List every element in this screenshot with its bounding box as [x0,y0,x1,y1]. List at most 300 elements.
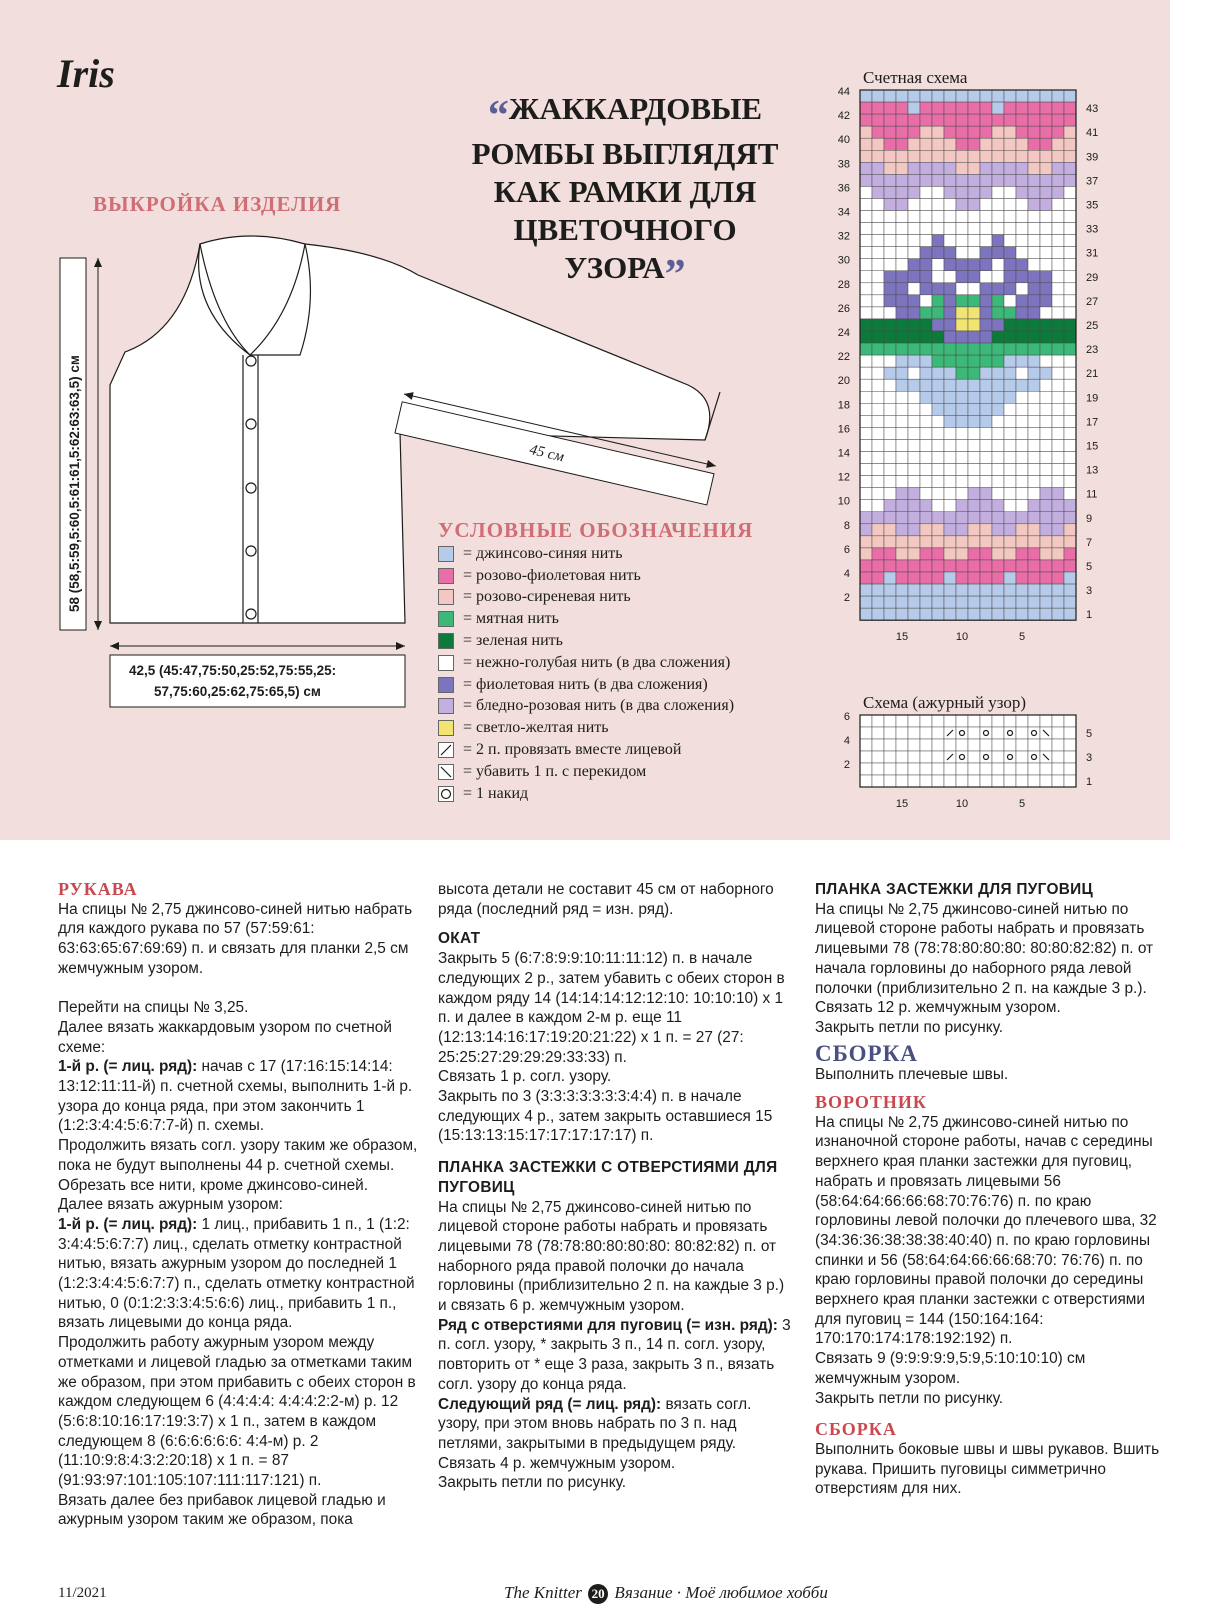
chart-cell [920,223,932,235]
chart-cell [860,572,872,584]
legend-swatch [438,568,454,584]
chart-cell [920,584,932,596]
lace-cell [860,715,872,727]
chart-cell [872,596,884,608]
chart-cell [872,331,884,343]
lace-cell [956,775,968,787]
lace-cell [932,715,944,727]
chart-cell [1004,259,1016,271]
chart-cell [944,452,956,464]
lace-cell [980,727,992,739]
legend-swatch [438,589,454,605]
chart-cell [992,174,1004,186]
chart-cell [992,331,1004,343]
chart-cell [908,596,920,608]
chart-cell [1016,186,1028,198]
chart-cell [860,307,872,319]
chart-cell [932,162,944,174]
lace-cell [860,775,872,787]
chart-cell [1040,343,1052,355]
chart-cell [1016,391,1028,403]
chart-cell [944,500,956,512]
chart-cell [860,524,872,536]
lace-cell [872,775,884,787]
chart-cell [1040,235,1052,247]
chart-cell [956,452,968,464]
chart-cell [908,572,920,584]
chart-cell [956,584,968,596]
chart-cell [860,391,872,403]
chart-cell [944,126,956,138]
chart-cell [860,476,872,488]
chart-cell [860,174,872,186]
chart-cell [920,235,932,247]
lace-row-number: 1 [1086,776,1093,788]
chart-cell [980,584,992,596]
chart-cell [1040,464,1052,476]
chart-cell [908,415,920,427]
chart-cell [896,584,908,596]
chart-cell [1040,596,1052,608]
legend-label: = розово-фиолетовая нить [463,566,641,584]
chart-cell [980,271,992,283]
chart-cell [956,247,968,259]
chart-cell [1004,114,1016,126]
chart-cell [1052,102,1064,114]
chart-cell [1040,211,1052,223]
chart-cell [944,295,956,307]
chart-cell [956,138,968,150]
chart-cell [980,235,992,247]
chart-cell [992,512,1004,524]
chart-cell [1040,452,1052,464]
chart-cell [896,524,908,536]
lace-cell [992,727,1004,739]
legend-swatch [438,655,454,671]
chart-cell [896,355,908,367]
chart-cell [1004,464,1016,476]
chart-row-number: 12 [837,471,850,484]
chart-cell [1052,379,1064,391]
lace-cell [920,775,932,787]
chart-cell [908,464,920,476]
chart-cell [956,391,968,403]
chart-cell [980,536,992,548]
chart-cell [932,114,944,126]
chart-cell [992,476,1004,488]
lace-cell [896,715,908,727]
chart-row-number: 17 [1086,416,1099,429]
chart-cell [1016,198,1028,210]
chart-cell [956,608,968,620]
chart-cell [1028,488,1040,500]
chart-cell [920,427,932,439]
lace-row-number: 3 [1086,752,1093,764]
chart-cell [992,439,1004,451]
lace-cell [1016,727,1028,739]
chart-cell [956,331,968,343]
chart-cell [860,102,872,114]
chart-cell [860,319,872,331]
chart-cell [920,403,932,415]
chart-cell [860,283,872,295]
chart-cell [1052,331,1064,343]
chart-cell [884,500,896,512]
chart-cell [908,488,920,500]
chart-row-number: 9 [1086,512,1093,525]
chart-cell [1040,102,1052,114]
lace-cell [860,739,872,751]
chart-cell [1004,174,1016,186]
height-label: 58 (58,5:59,5:60,5:61:61,5:62:63:63,5) см [67,355,82,612]
chart-cell [968,319,980,331]
chart-cell [944,138,956,150]
chart-cell [920,572,932,584]
chart-cell [932,572,944,584]
chart-cell [896,295,908,307]
chart-cell [980,548,992,560]
chart-cell [956,500,968,512]
chart-cell [884,488,896,500]
legend-title: УСЛОВНЫЕ ОБОЗНАЧЕНИЯ [438,518,754,542]
chart-cell [896,464,908,476]
chart-cell [1052,90,1064,102]
chart-cell [1016,524,1028,536]
row-label: 1-й р. (= лиц. ряд): [58,1058,198,1076]
chart-cell [956,162,968,174]
chart-cell [1004,560,1016,572]
lace-cell [1004,727,1016,739]
chart-cell [1040,295,1052,307]
chart-cell [992,427,1004,439]
chart-cell [896,186,908,198]
legend-label: = джинсово-синяя нить [463,544,623,562]
chart-cell [956,572,968,584]
chart-cell [860,608,872,620]
lace-cell [968,727,980,739]
chart-cell [896,427,908,439]
chart-cell [968,391,980,403]
chart-cell [1040,150,1052,162]
chart-row-number: 18 [837,399,850,412]
lace-cell [896,751,908,763]
chart-cell [860,512,872,524]
chart-row-number: 27 [1086,295,1099,308]
lace-cell [1028,727,1040,739]
chart-row-number: 30 [837,254,850,267]
chart-cell [956,174,968,186]
chart-row-number: 25 [1086,319,1099,332]
legend-swatch [438,546,454,562]
chart-cell [884,343,896,355]
chart-cell [968,427,980,439]
chart-cell [1004,138,1016,150]
chart-cell [860,331,872,343]
chart-cell [992,500,1004,512]
chart-cell [1004,367,1016,379]
chart-cell [920,295,932,307]
chart-row-number: 21 [1086,368,1099,381]
chart-cell [968,186,980,198]
chart-cell [860,295,872,307]
chart-cell [956,307,968,319]
button-icon [246,419,256,429]
chart-cell [1040,271,1052,283]
chart-cell [1040,403,1052,415]
chart-cell [1052,415,1064,427]
chart-cell [860,211,872,223]
chart-cell [908,138,920,150]
chart-cell [980,102,992,114]
chart-cell [1016,500,1028,512]
chart-cell [956,186,968,198]
lace-chart [835,711,1165,815]
paragraph: Закрыть петли по рисунку. [815,1389,1004,1407]
chart-cell [1052,391,1064,403]
chart-cell [1064,295,1076,307]
chart-cell [1064,439,1076,451]
chart-cell [872,150,884,162]
lace-cell [992,763,1004,775]
chart-cell [1052,307,1064,319]
column-cap-band [438,880,795,1493]
chart-cell [968,452,980,464]
chart-cell [884,138,896,150]
chart-cell [896,198,908,210]
chart-cell [968,150,980,162]
chart-cell [908,150,920,162]
chart-cell [908,379,920,391]
chart-cell [1064,452,1076,464]
chart-cell [968,584,980,596]
lace-cell [860,763,872,775]
lace-cell [968,739,980,751]
chart-cell [956,548,968,560]
chart-cell [1028,198,1040,210]
chart-cell [992,114,1004,126]
chart-cell [944,560,956,572]
chart-cell [968,536,980,548]
pattern-diagram-title: ВЫКРОЙКА ИЗДЕЛИЯ [93,192,342,216]
chart-cell [980,198,992,210]
chart-cell [932,560,944,572]
chart-cell [908,391,920,403]
chart-cell [1040,536,1052,548]
chart-cell [860,271,872,283]
chart-cell [1016,512,1028,524]
lace-cell [956,763,968,775]
chart-cell [1004,247,1016,259]
chart-cell [956,90,968,102]
chart-cell [1016,319,1028,331]
row-label: 1-й р. (= лиц. ряд): [58,1215,198,1233]
chart-cell [1052,211,1064,223]
chart-cell [944,174,956,186]
chart-cell [920,415,932,427]
chart-cell [956,223,968,235]
lace-cell [872,751,884,763]
chart-cell [1040,198,1052,210]
chart-cell [860,198,872,210]
chart-cell [872,283,884,295]
chart-cell [992,560,1004,572]
chart-cell [1064,138,1076,150]
chart-cell [1040,307,1052,319]
chart-cell [992,223,1004,235]
chart-cell [1028,560,1040,572]
lace-cell [932,775,944,787]
chart-cell [1040,355,1052,367]
lace-cell [1028,739,1040,751]
chart-cell [980,319,992,331]
chart-cell [992,536,1004,548]
lace-cell [896,727,908,739]
chart-cell [908,247,920,259]
chart-cell [1004,596,1016,608]
chart-cell [956,596,968,608]
legend-swatch [438,764,454,780]
chart-stitch-number: 15 [895,631,909,644]
chart-cell [860,500,872,512]
chart-cell [884,524,896,536]
chart-cell [1028,162,1040,174]
chart-cell [1028,186,1040,198]
chart-cell [896,126,908,138]
chart-cell [944,307,956,319]
chart-cell [920,259,932,271]
chart-row-number: 10 [837,495,850,508]
chart-cell [884,90,896,102]
chart-cell [1052,512,1064,524]
chart-cell [944,536,956,548]
chart-cell [968,512,980,524]
chart-row-number: 44 [837,86,850,98]
chart-cell [1004,427,1016,439]
chart-cell [968,247,980,259]
chart-row-number: 28 [837,278,850,291]
chart-cell [932,102,944,114]
chart-cell [872,452,884,464]
chart-cell [908,259,920,271]
chart-row-number: 14 [837,447,850,460]
chart-cell [980,464,992,476]
chart-cell [956,439,968,451]
chart-cell [1016,102,1028,114]
chart-cell [908,560,920,572]
pattern-name: Iris [57,51,115,96]
button-icon [246,546,256,556]
chart-cell [992,355,1004,367]
chart-cell [884,355,896,367]
chart-cell [956,476,968,488]
chart-cell [884,608,896,620]
chart-cell [920,174,932,186]
chart-cell [1052,150,1064,162]
lace-cell [1052,763,1064,775]
chart-cell [944,379,956,391]
chart-cell [944,524,956,536]
chart-cell [896,367,908,379]
chart-cell [872,572,884,584]
lace-row-number: 2 [843,759,850,771]
chart-cell [1052,439,1064,451]
chart-cell [956,464,968,476]
lace-cell [1052,739,1064,751]
chart-cell [1064,198,1076,210]
chart-cell [908,174,920,186]
chart-cell [920,524,932,536]
chart-cell [908,355,920,367]
lace-cell [884,775,896,787]
lace-cell [1028,775,1040,787]
chart-cell [920,391,932,403]
lace-cell [968,775,980,787]
paragraph: Выполнить плечевые швы. [815,1066,1009,1084]
chart-cell [860,150,872,162]
chart-cell [1028,343,1040,355]
chart-cell [1016,464,1028,476]
row-text: 3 п. согл. узору, * закрыть 3 п., 14 п. согл. узору, повторить от * еще 3 раза, закрыть 3 п., вязать согл. узору до конца ряда. [438,1316,791,1393]
chart-cell [956,560,968,572]
lace-cell [980,751,992,763]
pull-quote-text: ЖАККАРДОВЫЕ РОМБЫ ВЫГЛЯДЯТ КАК РАМКИ ДЛЯ ЦВЕТОЧНОГО УЗОРА [471,91,779,285]
chart-cell [992,403,1004,415]
chart-cell [980,343,992,355]
chart-cell [992,283,1004,295]
chart-cell [884,427,896,439]
lace-cell [884,751,896,763]
chart-cell [968,235,980,247]
chart-cell [1064,271,1076,283]
chart-row-number: 34 [837,206,850,219]
chart-cell [1028,391,1040,403]
chart-cell [872,223,884,235]
chart-cell [1040,138,1052,150]
lace-row-number: 6 [843,711,850,723]
chart-cell [1016,162,1028,174]
chart-cell [872,259,884,271]
chart-cell [944,259,956,271]
chart-cell [932,283,944,295]
chart-cell [1028,524,1040,536]
chart-cell [908,90,920,102]
chart-cell [1004,295,1016,307]
lace-cell [956,727,968,739]
chart-row-number: 31 [1086,247,1099,260]
chart-cell [1064,608,1076,620]
chart-cell [1052,572,1064,584]
chart-cell [872,500,884,512]
chart-cell [896,452,908,464]
lace-cell [1004,775,1016,787]
chart-cell [908,162,920,174]
chart-cell [920,307,932,319]
section-title-assembly: СБОРКА [815,1040,918,1066]
chart-cell [1016,211,1028,223]
chart-cell [920,150,932,162]
chart-cell [1016,114,1028,126]
chart-cell [872,439,884,451]
chart-cell [1052,138,1064,150]
chart-cell [932,512,944,524]
lace-cell [1016,751,1028,763]
chart-cell [932,235,944,247]
chart-row-number: 29 [1086,271,1099,284]
chart-cell [1004,572,1016,584]
chart-cell [1064,427,1076,439]
paragraph: Закрыть петли по рисунку. [438,1474,627,1492]
chart-cell [1004,343,1016,355]
